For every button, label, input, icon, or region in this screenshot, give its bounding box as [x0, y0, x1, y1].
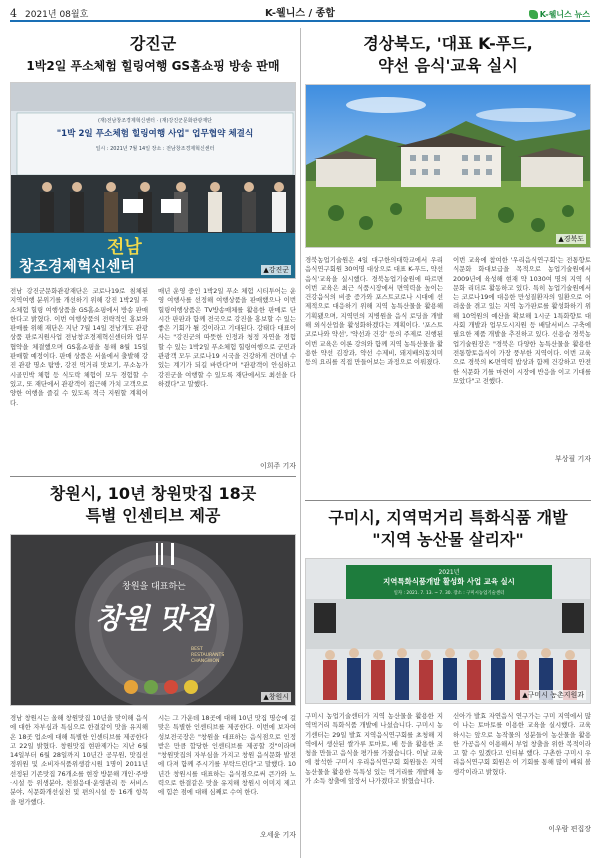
issue-date: 2021년 08월호 [25, 10, 89, 20]
plate-text-en-3: CHANGWON [191, 659, 220, 664]
byline: 이희주 기자 [259, 462, 296, 470]
body-column-1: 전남 강진군문화관광재단은 코로나19로 침체된 지역여행 분위기를 개선하기 위해 강진 1박2일 푸소체험 힐링 여행상품을 GS홈쇼핑에서 방송 판매한다고 밝혔다. 이번 여행상품의 전략적인 홍보와 판매를 위해 재단은 지난 7월 14일 전남개도 관광상품 판로지원사업 전남창조경제혁신센터와 업무협약을 체결했으며 GS홈쇼핑을 통해 8월 15일 판매할 예정이다. 판매 상품은 서울에서 출발해 강진 관광 명소 탐방, 강진 먹거리 맛보기, 푸소농가 시골민박 체험 등 식도락 체험이 모두 경험할 수 있고, 또 재단에서 관광객이 접근해 가치 고객으로 양한 여행을 즐길 수 있도록 적극 지원할 계획이다. [10, 287, 148, 407]
plate-text-brand: 창원 맛집 [95, 602, 213, 635]
body-column-2: 시는 그 가운데 18곳에 대해 10년 맛집 명승에 걸맞은 특별한 인센티브를 제공한다. 이번에 보자여성보전국장은 "창원을 대표하는 음식점으로 인정받은 만큼 합당한 인센티브를 제공할 것"이라며 "창원맛집의 자부심을 가지고 창원 음식문화 발전에 다져 함께 주시기를 부탁드린다"고 말했다. 10년간 창원시를 대표하는 음식점으로써 큰가와 노력으로 한결같은 맛을 유지해 창원시 이미지 제고에 힘쓴 점에 대해 심째로 수여 한다. [158, 714, 296, 797]
article-title: 구미시, 지역먹거리 특화식품 개발 [328, 508, 568, 527]
photo-credit: ▲경북도 [558, 235, 584, 243]
body-column-1: 경북농업기술원은 4일 대구한의대학교에서 우리음식연구회원 30여명 대상으로 대표 K-푸드, 약선 음식'교육을 실시했다. 경북농업기술원에 따르면 이번 교육은 최근 식품시장에서 면역력을 높이는 건강음식의 비중 증가와 포스트코로나 시대에 선제적으로 대응하기 위해 지역 농특산물을 활용해 기획됐으며, 지역민의 지병원을 음식 로딩을 개발해 외식산업을 활성화하겠다는 계획이다. '포스트코로나와 약선', '약선과 건강' 등의 주제로 진행된 이번 교육은 이론 강의와 함께 지역 농특산물을 활용한 약선 김장과, 약선 수제비, 돼지배의동치미 등의 요리를 직접 만들어보는 과정으로 이뤄졌다. [305, 256, 443, 367]
section-title: K-웰니스 / 종합 [265, 8, 335, 19]
article-title-line-2: 약선 음식'교육 실시 [378, 56, 518, 75]
plate-text-en-2: RESTAURANTS [191, 653, 225, 658]
photo-credit: ▲구미시 농촌지원과 [522, 691, 584, 699]
plate-text-en-1: BEST [191, 647, 203, 652]
page-header [10, 4, 590, 22]
changwon-photo [10, 534, 296, 706]
photo-credit: ▲강진군 [263, 266, 289, 274]
article-subtitle: "지역 농산물 살리자" [372, 530, 524, 549]
article-title-line-1: 경상북도, '대표 K-푸드, [363, 34, 533, 53]
body-column-2: 매년 운영 중인 1박2일 푸소 체험 시티투어는 운영 여행사를 선정해 여행상품을 판매했으나 이번 힐링여행상품은 TV방송매체를 활용한 판매로 단시간 판판과 함께 전국으로 강진을 홍보할 수 있는 좋은 기회가 될 것이라고 기대된다. 강태다 대표이사는 "강진군의 따뜻한 인정과 청정 자연을 경험할 수 있는 1박2일 푸소체험 힐링여행으로 군민과 관광객 모두 코로나19 시국을 건강하게 견뎌낼 수 있는 계기가 되길 바란다"며 "관광객이 안심하고 강진군을 여행할 수 있도록 재단에서도 최선을 다하겠다"고 말했다. [158, 287, 296, 388]
plate-text-top: 창원을 대표하는 [122, 582, 186, 592]
article-gumi [305, 508, 591, 834]
article-separator [10, 476, 296, 477]
wall-text-2: 창조경제혁신센터 [19, 257, 135, 275]
byline: 이우람 편집장 [548, 825, 591, 833]
article-subtitle: 특별 인센티브 제공 [85, 506, 221, 525]
banner-line-2: "1박 2일 푸소체험 힐링여행 사업" 업무협약 체결식 [56, 129, 254, 139]
gangjin-photo [10, 82, 296, 279]
body-column-1: 구미시 농업기술센터가 지역 농산물을 활용한 지역먹거리 특화식품 개발에 나섰습니다. 구미시 농기센터는 29일 발효 지역음식연구회를 초청해 지역에서 생산된 쌀가루 토마토, 배 등을 활용한 조청을 만들고 음식을 평가를 가졌습니다. 이날 교육에 참석한 구미시 우리음식연구회 회원들은 지역 농산물을 활용한 독특성 있는 먹거리를 개발해 농가 소득 창출에 앞장서 나가겠다고 밝혔습니다. [305, 712, 443, 786]
gyeongbuk-photo [305, 84, 591, 248]
plate-text-en [191, 647, 224, 665]
body-column-1: 경남 창원시는 올해 창원맛집 10년을 맞이해 음식에 대한 자부심과 특심으로 한결같이 맛을 유지해온 18곳 업소에 대해 특별한 인센티브를 제공한다고 22일 밝혔다. 창원맛집 현판제가는 지난 6월 14일부터 6월 28일까지 10년간 공무원, 맛집선정위원 및 소비자식품위생감시원 1명이 2011년 선정된 기존맛집 76개소를 현장 방문해 개인·주방·시설 등 위생분야, 친절응대·운영관리 등 서비스분야, 식문화개선실천 및 편의시설 등 16개 항목을 평가했다. [10, 714, 148, 806]
logo-text: K-웰니스 뉴스 [539, 10, 590, 19]
article-body [305, 712, 591, 820]
article-separator [305, 500, 591, 501]
article-changwon [10, 484, 296, 840]
article-subtitle: 1박2일 푸소체험 힐링여행 GS홈쇼핑 방송 판매 [26, 59, 280, 73]
gangjin-photo-scene [11, 83, 296, 279]
article-body [305, 256, 591, 450]
banner-line-1: 2021년 [438, 569, 460, 576]
article-gangjin [10, 34, 296, 471]
article-gyeongbuk [305, 34, 591, 464]
byline: 오세윤 기자 [259, 831, 296, 839]
photo-credit: ▲창원시 [263, 693, 289, 701]
article-title: 강진군 [129, 34, 177, 53]
column-divider [300, 28, 301, 858]
banner-line-3: 일자 : 2021. 7. 13. ~ 7. 30. 장소 : 구미시농업기술센터 [393, 591, 505, 596]
page-number: 4 [10, 7, 17, 20]
banner-line-2: 지역특화식품개발 활성화 사업 교육 실시 [383, 577, 515, 586]
body-column-2: 이번 교육에 참여한 '우리음식연구회'는 전통향토 식문화 화대보급을 목적으로 농업기술원에서 2009년에 육성해 현재 약 1030여 명의 지역 식문화 리더로 활동하고 있다. 특히 농업기술원에서는 코로나19에 대응한 만성질환자의 일환으로 어려움을 겪고 있는 지역 농가판로를 활성화하기 위해 10억원의 예산을 확보해 1시군 1특화향토 대사회 개발과 업무도시지원 등 배달서비스 구축에 필요한 제품 개발을 추진하고 있다. 신용습 경북농업기술원장은 "경북은 다양한 농특산물을 활용한 전통향토음식이 가장 풍부한 지역이다. 이번 교육으로 경북의 K-면역력 밥상과 함께 건강하고 안전한 식문화 기틀 마련이 시장에 반응을 이고 기대를 모았다"고 전했다. [453, 256, 591, 385]
article-body [10, 287, 296, 457]
gyeongbuk-photo-scene [306, 85, 591, 248]
body-column-2: 신아가 발효 자연음식 연구가는 구미 지역에서 많이 나는 토마토를 이용한 교육을 실시했다. 교육 하시는 앞으로 농작물의 성분들이 농산물을 활용한 가공음식 이용해서 부업 창출을 위한 복적이라고 할 수 있겠다고 인터뷰 했다. 구촌한 구미시 우리음식연구회 회원은 이 기회를 통해 많이 배워 볼 생각이라고 밝혔다. [453, 712, 591, 776]
article-body [10, 714, 296, 826]
gumi-photo [305, 558, 591, 704]
banner-line-3: 일시 : 2021년 7월 14일 장소 : 전남창조경제혁신센터 [95, 146, 215, 152]
article-title: 창원시, 10년 창원맛집 18곳 [49, 484, 257, 503]
wall-text-1: 전남 [107, 237, 142, 258]
byline: 부상필 기자 [554, 455, 591, 463]
banner-line-1: (재)전남창조경제혁신센터 · (재)강진군문화관광재단 [97, 118, 212, 124]
